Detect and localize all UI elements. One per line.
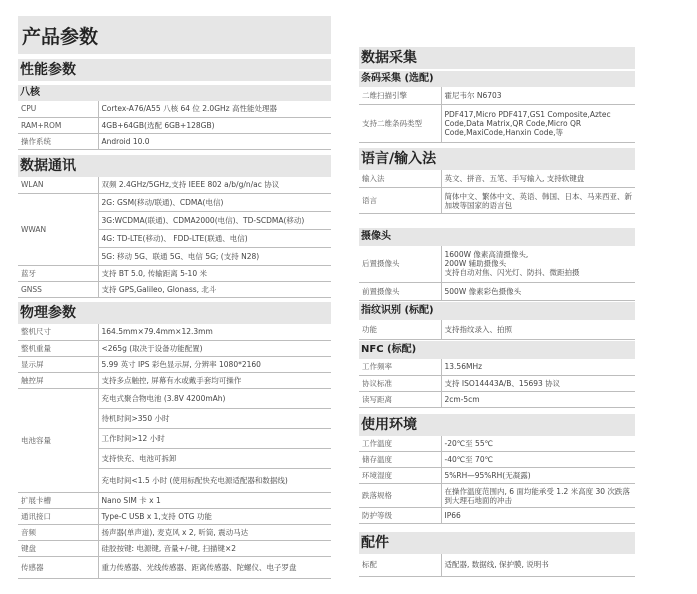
table-row: 充电时间<1.5 小时 (使用标配快充电源适配器和数据线) <box>18 468 331 492</box>
table-row: RAM+ROM 4GB+64GB(选配 6GB+128GB) <box>18 117 331 133</box>
table-row: 待机时间>350 小时 <box>18 408 331 428</box>
table-row: 后置摄像头 1600W 像素高清摄像头, 200W 辅助摄像头 支持自动对焦、闪光灯、防抖、微距拍摄 <box>359 246 635 282</box>
physical-table <box>18 324 331 579</box>
table-row: 协议标准 支持 ISO14443A/B、15693 协议 <box>359 375 635 391</box>
table-row: WWAN 2G: GSM(移动/联通)、CDMA(电信) <box>18 194 331 212</box>
subsection-nfc: NFC (标配) <box>359 341 635 359</box>
language-table <box>359 170 635 215</box>
camera-table <box>359 246 635 301</box>
table-row: 工作时间>12 小时 <box>18 428 331 448</box>
table-row: GNSS 支持 GPS,Galileo, Glonass, 北斗 <box>18 282 331 298</box>
table-row: 键盘 硅胶按键: 电源键, 音量+/-键, 扫描键×2 <box>18 540 331 556</box>
rear-camera-line: 1600W 像素高清摄像头, <box>444 250 529 260</box>
table-row: 触控屏 支持多点触控, 屏幕有水或戴手套均可操作 <box>18 372 331 388</box>
section-language-input: 语言/输入法 <box>359 148 635 170</box>
subsection-fingerprint: 指纹识别 (标配) <box>359 302 635 320</box>
fingerprint-table <box>359 320 635 341</box>
section-accessories: 配件 <box>359 532 635 554</box>
table-row: 5G: 移动 5G、联通 5G、电信 5G; (支持 N28) <box>18 248 331 266</box>
table-row: 显示屏 5.99 英寸 IPS 彩色显示屏, 分辨率 1080*2160 <box>18 356 331 372</box>
rear-camera-line: 200W 辅助摄像头 <box>444 259 507 269</box>
table-row: 传感器 重力传感器、光线传感器、距离传感器、陀螺仪、电子罗盘 <box>18 556 331 578</box>
left-column <box>18 0 331 579</box>
table-row: 前置摄像头 500W 像素彩色摄像头 <box>359 282 635 300</box>
table-row: 标配 适配器, 数据线, 保护膜, 说明书 <box>359 554 635 576</box>
section-physical: 物理参数 <box>18 302 331 324</box>
page-title: 产品参数 <box>18 16 331 54</box>
table-row: CPU Cortex-A76/A55 八核 64 位 2.0GHz 高性能处理器 <box>18 101 331 117</box>
section-performance: 性能参数 <box>18 59 331 81</box>
table-row: 4G: TD-LTE(移动)、 FDD-LTE(联通、电信) <box>18 230 331 248</box>
table-row: WLAN 双频 2.4GHz/5GHz,支持 IEEE 802 a/b/g/n/ac 协议 <box>18 177 331 194</box>
table-row: 跌落规格 在操作温度范围内, 6 面均能承受 1.2 米高度 30 次跌落到大理石地面的冲击 <box>359 484 635 508</box>
table-row: 工作温度 -20℃至 55℃ <box>359 436 635 452</box>
subsection-camera: 摄像头 <box>359 228 635 246</box>
table-row: 3G:WCDMA(联通)、CDMA2000(电信)、TD-SCDMA(移动) <box>18 212 331 230</box>
environment-table <box>359 436 635 525</box>
table-row: 扩展卡槽 Nano SIM 卡 x 1 <box>18 492 331 508</box>
table-row: 储存温度 -40℃至 70℃ <box>359 452 635 468</box>
table-row: 语言 简体中文、繁体中文、英语、韩国、日本、马来西亚、新加坡等国家的语言包 <box>359 188 635 214</box>
table-row: 功能 支持指纹录入、拍照 <box>359 320 635 340</box>
table-row: 支持快充、电池可拆卸 <box>18 448 331 468</box>
subsection-octa-core: 八核 <box>18 85 331 101</box>
table-row: 防护等级 IP66 <box>359 508 635 524</box>
table-row: 通讯接口 Type-C USB x 1,支持 OTG 功能 <box>18 508 331 524</box>
table-row: 音频 扬声器(单声道), 麦克风 x 2, 听筒, 震动马达 <box>18 524 331 540</box>
barcode-table <box>359 87 635 143</box>
subsection-barcode: 条码采集 (选配) <box>359 71 635 87</box>
performance-table <box>18 101 331 150</box>
table-row: 操作系统 Android 10.0 <box>18 133 331 149</box>
right-column <box>359 0 635 577</box>
rear-camera-line: 支持自动对焦、闪光灯、防抖、微距拍摄 <box>444 268 580 278</box>
section-environment: 使用环境 <box>359 414 635 436</box>
table-row: 整机尺寸 164.5mm×79.4mm×12.3mm <box>18 324 331 340</box>
table-row: 电池容量 充电式聚合物电池 (3.8V 4200mAh) <box>18 388 331 408</box>
table-row: 读写距离 2cm-5cm <box>359 391 635 407</box>
table-row: 二维扫描引擎 霍尼韦尔 N6703 <box>359 87 635 104</box>
table-row: 蓝牙 支持 BT 5.0, 传输距离 5-10 米 <box>18 266 331 282</box>
comm-table <box>18 177 331 299</box>
table-row: 环境湿度 5%RH—95%RH(无凝露) <box>359 468 635 484</box>
accessories-table <box>359 554 635 577</box>
section-data-capture: 数据采集 <box>359 47 635 69</box>
table-row: 输入法 英文、拼音、五笔、手写输入, 支持软键盘 <box>359 170 635 188</box>
table-row: 工作频率 13.56MHz <box>359 359 635 375</box>
table-row: 支持二维条码类型 PDF417,Micro PDF417,GS1 Composite,Aztec Code,Data Matrix,QR Code,Micro QR Code,MaxiCode,Hanxin Code,等 <box>359 104 635 142</box>
nfc-table <box>359 359 635 408</box>
table-row: 整机重量 <265g (取决于设备功能配置) <box>18 340 331 356</box>
section-data-comm: 数据通讯 <box>18 155 331 177</box>
